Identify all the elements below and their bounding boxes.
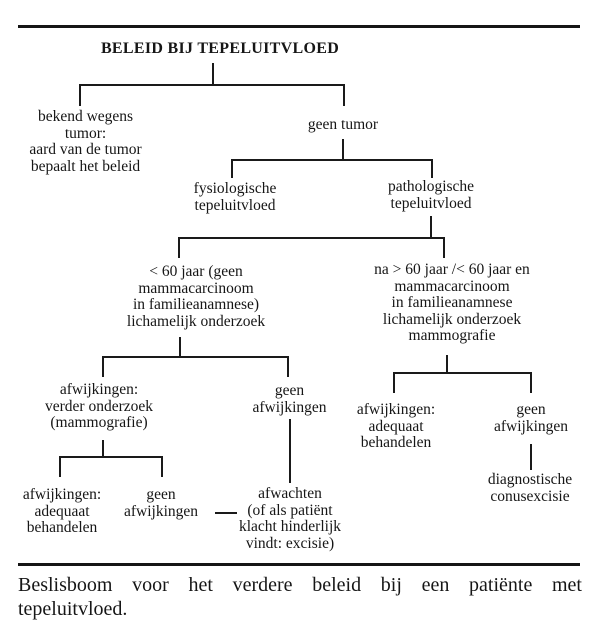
node-geen-afwijkingen-links: [107, 487, 215, 520]
caption-line: tepeluitvloed.: [18, 598, 128, 620]
node-text-line: in familieanamnese): [132, 296, 260, 313]
connector-drop-afw-adequaat-rechts: [393, 372, 395, 393]
connector-ouder60-bar: [393, 372, 532, 374]
node-afwachten: [206, 486, 374, 552]
node-afwijkingen-adequaat-rechts: [336, 402, 456, 452]
node-text-line: lichamelijk onderzoek: [126, 312, 266, 330]
node-text-line: verder onderzoek: [44, 397, 153, 415]
node-text-line: conusexcisie: [490, 487, 570, 505]
connector-geen-afw-rechts-stem: [530, 444, 532, 470]
node-text-line: afwachten: [258, 485, 322, 502]
node-ouder-60-jaar: [356, 262, 548, 345]
node-text-line: adequaat: [34, 502, 90, 520]
node-text-line: afwijkingen: [123, 502, 199, 520]
connector-drop-pathologisch: [431, 159, 433, 178]
node-text-line: klacht hinderlijk: [238, 518, 341, 535]
connector-pathologisch-stem: [430, 216, 432, 239]
node-text-line: (of als patiënt: [247, 501, 333, 519]
node-geen-afwijkingen-midden: [232, 383, 347, 416]
connector-drop-geen-afw-rechts: [530, 372, 532, 393]
node-text-line: lichamelijk onderzoek: [382, 310, 522, 328]
node-text-line: bekend wegens: [37, 108, 134, 125]
connector-geen-afw-midden-stem: [289, 419, 291, 483]
connector-root-drop-right: [343, 84, 345, 106]
connector-afw-verder-stem: [102, 440, 104, 457]
connector-geen-tumor-stem: [342, 139, 344, 159]
node-text-line: geen: [516, 401, 546, 418]
node-text-line: mammacarcinoom: [394, 277, 510, 295]
top-rule: [18, 25, 580, 28]
connector-jonger60-stem: [179, 337, 181, 357]
node-afwijkingen-verder-onderzoek: [23, 382, 175, 432]
connector-drop-jonger60: [178, 237, 180, 258]
node-jonger-60-jaar: [101, 264, 291, 330]
node-text-line: behandelen: [26, 519, 98, 536]
connector-drop-geen-afw-links: [161, 456, 163, 477]
node-text-line: geen tumor: [307, 116, 379, 133]
bottom-rule: [18, 563, 580, 566]
connector-drop-ouder60: [443, 237, 445, 258]
node-text-line: geen: [146, 486, 176, 503]
node-geen-tumor: [283, 117, 403, 134]
node-text-line: afwijkingen: [252, 398, 327, 416]
node-text-line: fysiologische: [193, 180, 277, 197]
node-text-line: adequaat: [368, 417, 424, 435]
node-text-line: na > 60 jaar /< 60 jaar en: [374, 261, 530, 278]
connector-drop-fysiologisch: [231, 159, 233, 178]
node-bekend-tumor: [3, 109, 168, 175]
node-text-line: aard van de tumor: [29, 141, 142, 158]
node-text-line: in familieanamnese: [391, 294, 513, 311]
caption-line: Beslisboom voor het verdere beleid bij een patiënte met: [18, 574, 582, 596]
node-text-line: afwijkingen:: [59, 381, 139, 398]
node-diagnostische-conusexcisie: [457, 472, 600, 505]
node-pathologische-tepeluitvloed: [360, 179, 502, 212]
node-text-line: tepeluitvloed: [194, 196, 276, 214]
node-text-line: afwijkingen:: [22, 486, 102, 503]
node-text-line: geen: [274, 382, 305, 399]
connector-geen-tumor-bar: [231, 159, 433, 161]
node-text-line: mammografie: [408, 327, 496, 344]
node-text-line: mammacarcinoom: [138, 279, 254, 297]
connector-ouder60-stem: [446, 355, 448, 373]
node-text-line: (mammografie): [50, 414, 148, 431]
node-text-line: tumor:: [64, 124, 107, 142]
node-fysiologische-tepeluitvloed: [164, 181, 306, 214]
connector-drop-afw-verder: [102, 356, 104, 377]
node-text-line: behandelen: [360, 434, 432, 451]
node-geen-afwijkingen-rechts: [471, 402, 591, 435]
connector-afw-verder-bar: [59, 456, 163, 458]
node-text-line: afwijkingen:: [356, 401, 436, 418]
figure-caption: [18, 573, 582, 621]
connector-drop-geen-afw-midden: [287, 356, 289, 377]
node-text-line: afwijkingen: [493, 417, 569, 435]
node-afwijkingen-adequaat-links: [5, 487, 119, 537]
node-text-line: diagnostische: [487, 471, 573, 488]
connector-pathologisch-bar: [178, 237, 445, 239]
node-text-line: vindt: excisie): [245, 534, 335, 552]
diagram-title: BELEID BIJ TEPELUITVLOED: [100, 40, 340, 57]
connector-jonger60-bar: [102, 356, 289, 358]
connector-drop-afw-adequaat-links: [59, 456, 61, 477]
connector-root-drop-left: [79, 84, 81, 106]
node-text-line: bepaalt het beleid: [30, 157, 141, 175]
node-text-line: < 60 jaar (geen: [149, 263, 243, 280]
node-text-line: tepeluitvloed: [390, 194, 472, 212]
connector-root-stem: [212, 63, 214, 84]
node-text-line: pathologische: [387, 178, 475, 195]
connector-root-bar: [79, 84, 345, 86]
